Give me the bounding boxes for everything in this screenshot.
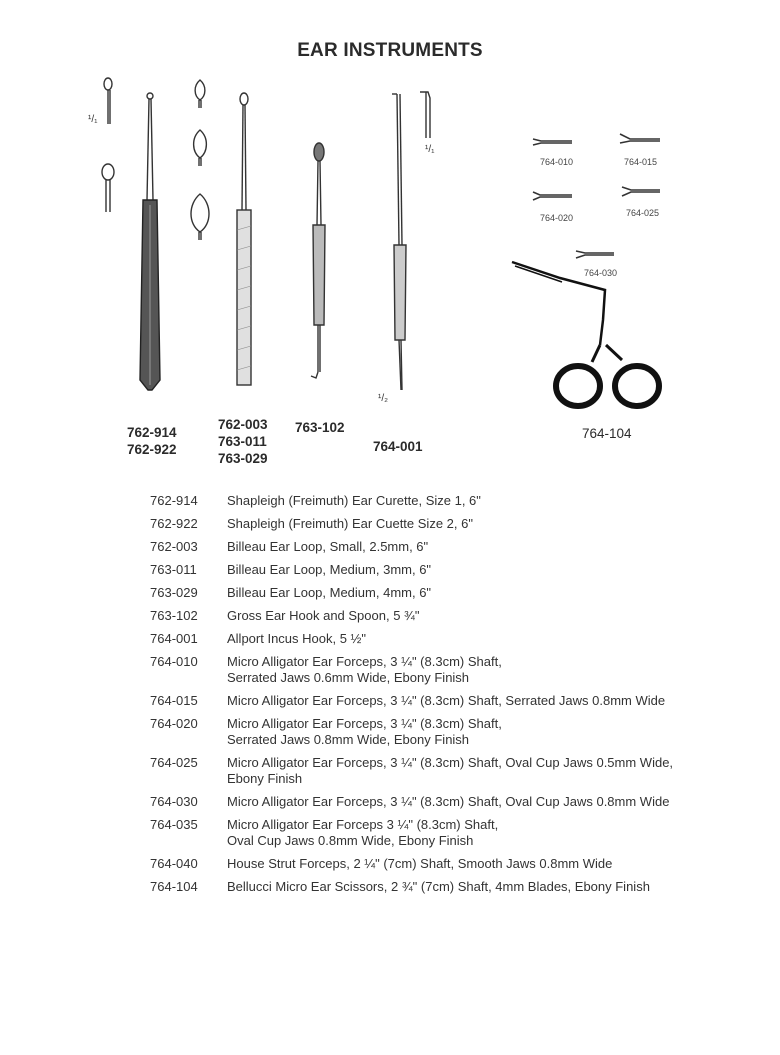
item-code: 764-025 [150, 755, 198, 770]
tip-label-764-030: 764-030 [584, 268, 618, 278]
item-description [227, 716, 750, 748]
item-description [227, 794, 750, 810]
tip-label-764-015: 764-015 [624, 157, 658, 167]
item-description-line: Bellucci Micro Ear Scissors, 2 ¾" (7cm) Shaft, 4mm Blades, Ebony Finish [227, 879, 650, 894]
figure-code: 762-914 [127, 425, 177, 440]
item-code: 764-104 [150, 879, 198, 894]
item-description-line: Micro Alligator Ear Forceps, 3 ¼" (8.3cm) Shaft, Oval Cup Jaws 0.5mm Wide, [227, 755, 674, 770]
forceps-tip-764-015-icon [620, 134, 660, 143]
list-item [150, 817, 750, 849]
item-description-line: Billeau Ear Loop, Medium, 4mm, 6" [227, 585, 432, 600]
item-description-line: Micro Alligator Ear Forceps, 3 ¼" (8.3cm) Shaft, Oval Cup Jaws 0.8mm Wide [227, 794, 670, 809]
item-description [227, 539, 750, 555]
item-code: 764-015 [150, 693, 198, 708]
list-item [150, 693, 750, 709]
item-code: 764-035 [150, 817, 198, 832]
figure-code: 763-029 [218, 451, 268, 466]
list-item [150, 716, 750, 748]
ear-curette-icon [140, 93, 160, 390]
item-description-line: Ebony Finish [227, 771, 303, 786]
list-item [150, 654, 750, 686]
item-code: 763-011 [150, 562, 197, 577]
item-description [227, 585, 750, 601]
item-description [227, 856, 750, 872]
item-code: 764-030 [150, 794, 198, 809]
list-item [150, 631, 750, 647]
list-item [150, 493, 750, 509]
item-code: 762-914 [150, 493, 198, 508]
list-item [150, 516, 750, 532]
item-code: 764-040 [150, 856, 198, 871]
figure-label-incus-hook: 764-001 [373, 439, 423, 454]
item-description [227, 562, 750, 578]
scale-label-incus: ¹/₁ [425, 144, 435, 155]
forceps-tip-764-030-icon [576, 251, 614, 258]
item-code: 764-020 [150, 716, 198, 731]
gross-ear-hook-spoon-icon [311, 143, 325, 378]
item-code: 763-102 [150, 608, 198, 623]
item-description-line: Micro Alligator Ear Forceps, 3 ¼" (8.3cm) Shaft, [227, 716, 502, 731]
item-code: 762-922 [150, 516, 198, 531]
allport-incus-hook-icon [392, 92, 430, 390]
tip-label-764-025: 764-025 [626, 208, 660, 218]
item-description [227, 608, 750, 624]
forceps-tip-764-020-icon [533, 192, 572, 200]
billeau-ear-loop-icon [237, 93, 251, 385]
list-item [150, 879, 750, 895]
item-description-line: Shapleigh (Freimuth) Ear Cuette Size 2, 6" [227, 516, 473, 531]
bellucci-scissors-icon [512, 262, 659, 406]
item-description-line: Micro Alligator Ear Forceps, 3 ¼" (8.3cm) Shaft, Serrated Jaws 0.8mm Wide [227, 693, 666, 708]
item-description-line: Allport Incus Hook, 5 ½" [227, 631, 367, 646]
figure-label-curette [127, 424, 177, 458]
item-description-line: Billeau Ear Loop, Small, 2.5mm, 6" [227, 539, 429, 554]
item-description-line: Shapleigh (Freimuth) Ear Curette, Size 1, 6" [227, 493, 481, 508]
item-description-line: Micro Alligator Ear Forceps, 3 ¼" (8.3cm) Shaft, [227, 654, 502, 669]
item-description-line: Serrated Jaws 0.8mm Wide, Ebony Finish [227, 732, 470, 747]
page-title: EAR INSTRUMENTS [297, 40, 483, 61]
list-item [150, 755, 750, 787]
item-description-line: House Strut Forceps, 2 ¼" (7cm) Shaft, Smooth Jaws 0.8mm Wide [227, 856, 613, 871]
list-item [150, 608, 750, 624]
curette-tip-detail-2-icon [102, 164, 114, 212]
item-description-line: Gross Ear Hook and Spoon, 5 ¾" [227, 608, 420, 623]
instrument-illustrations [0, 0, 780, 480]
figure-code: 762-922 [127, 442, 177, 457]
figure-label-scissors: 764-104 [582, 426, 632, 441]
curette-tip-detail-1-icon [104, 78, 112, 124]
ear-loop-tip-large-icon [191, 194, 209, 240]
item-description [227, 817, 750, 849]
item-description [227, 654, 750, 686]
item-description [227, 631, 750, 647]
item-code: 764-001 [150, 631, 198, 646]
list-item [150, 562, 750, 578]
forceps-tip-764-025-icon [622, 187, 660, 196]
list-item [150, 539, 750, 555]
item-description [227, 493, 750, 509]
ear-loop-tip-medium-icon [194, 130, 207, 166]
item-code: 763-029 [150, 585, 198, 600]
item-code: 762-003 [150, 539, 198, 554]
list-item [150, 585, 750, 601]
figure-label-hook-spoon: 763-102 [295, 420, 345, 435]
item-description [227, 516, 750, 532]
item-description-line: Oval Cup Jaws 0.8mm Wide, Ebony Finish [227, 833, 474, 848]
figure-label-loop [218, 416, 268, 467]
list-item [150, 794, 750, 810]
item-description-line: Micro Alligator Ear Forceps 3 ¼" (8.3cm) Shaft, [227, 817, 499, 832]
ear-loop-tip-small-icon [195, 80, 205, 108]
item-description [227, 693, 750, 709]
item-description-line: Serrated Jaws 0.6mm Wide, Ebony Finish [227, 670, 470, 685]
tip-label-764-010: 764-010 [540, 157, 574, 167]
item-code: 764-010 [150, 654, 198, 669]
product-list [150, 493, 750, 902]
forceps-tip-764-010-icon [533, 139, 572, 145]
item-description [227, 755, 750, 787]
scale-label-half: ¹/₂ [378, 393, 388, 404]
scale-label-curette: ¹/₁ [88, 114, 98, 125]
item-description [227, 879, 750, 895]
tip-label-764-020: 764-020 [540, 213, 574, 223]
item-description-line: Billeau Ear Loop, Medium, 3mm, 6" [227, 562, 432, 577]
figure-code: 762-003 [218, 417, 268, 432]
figure-code: 763-011 [218, 434, 267, 449]
list-item [150, 856, 750, 872]
